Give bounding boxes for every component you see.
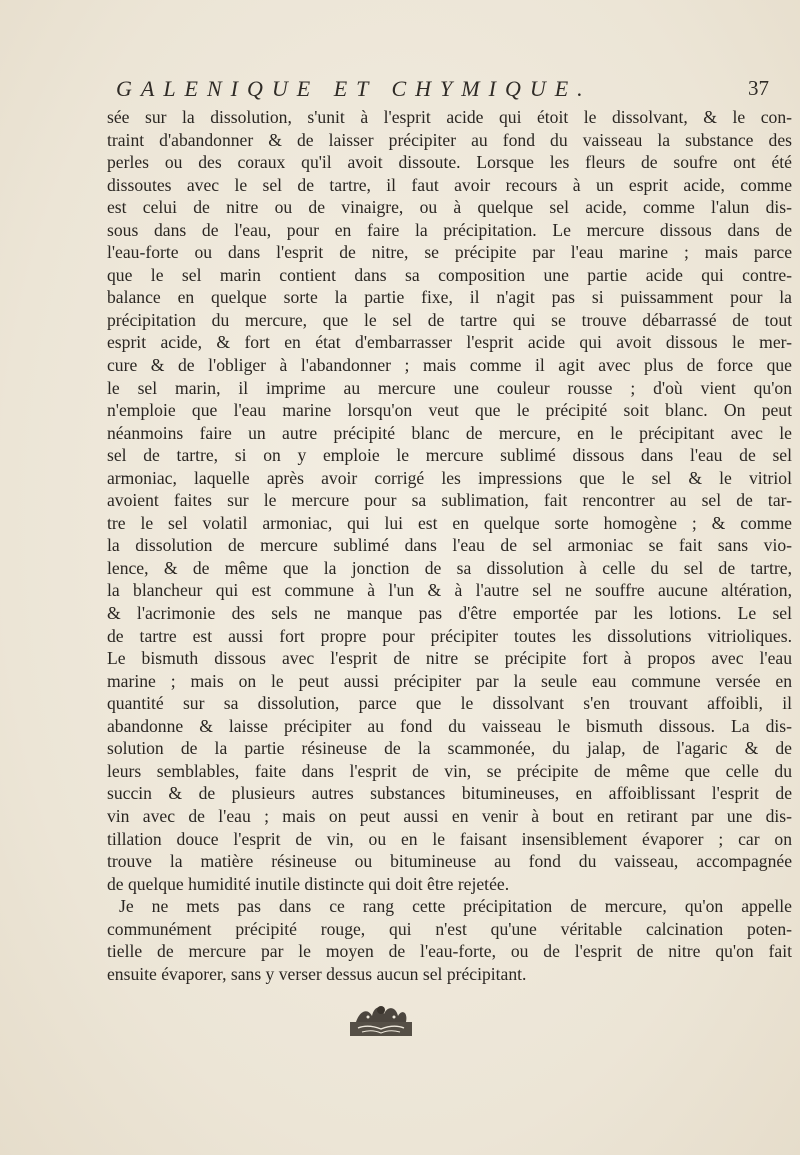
text-line: Je ne mets pas dans ce rang cette précipitation de mercure, qu'on appelle bbox=[119, 896, 792, 917]
text-line: n'emploie que l'eau marine lorsqu'on veut que le précipité soit blanc. On peut bbox=[107, 400, 792, 421]
text-line: avoient faites sur le mercure pour sa sublimation, fait rencontrer au sel de tar- bbox=[107, 490, 792, 511]
text-line: quantité sur sa dissolution, parce que le dissolvant s'en trouvant affoibli, il bbox=[107, 693, 792, 714]
text-line: Le bismuth dissous avec l'esprit de nitre se précipite fort à propos avec l'eau bbox=[107, 648, 792, 669]
page-number: 37 bbox=[748, 76, 769, 100]
text-line: balance en quelque sorte la partie fixe, il n'agit pas si puissamment pour la bbox=[107, 287, 792, 308]
text-line: & l'acrimonie des sels ne manque pas d'être emportée par les lotions. Le sel bbox=[107, 603, 792, 624]
floral-tailpiece-ornament-icon bbox=[348, 1002, 414, 1038]
text-line: la dissolution de mercure sublimé dans l'eau de sel armoniac se fait sans vio- bbox=[107, 535, 792, 556]
text-line: armoniac, laquelle après avoir corrigé les impressions que le sel & le vitriol bbox=[107, 467, 792, 488]
text-line: sous dans de l'eau, pour en faire la précipitation. Le mercure dissous dans de bbox=[107, 219, 792, 240]
text-line: trouve la matière résineuse ou bitumineuse au fond du vaisseau, accompagnée bbox=[107, 851, 792, 872]
text-line: succin & de plusieurs autres substances bitumineuses, en affoiblissant l'esprit de bbox=[107, 783, 792, 804]
text-line: de tartre est aussi fort propre pour précipiter toutes les dissolutions vitrioliques. bbox=[107, 625, 792, 646]
text-line: de quelque humidité inutile distincte qui doit être rejetée. bbox=[107, 873, 510, 894]
text-line: esprit acide, & fort en état d'embarrasser l'esprit acide qui avoit dissous le mer- bbox=[107, 332, 792, 353]
text-line: marine ; mais on le peut aussi précipiter par la seule eau commune versée en bbox=[107, 670, 792, 691]
text-line: leurs semblables, faite dans l'esprit de vin, se précipite de même que celle du bbox=[107, 760, 792, 781]
text-line: perles ou des coraux qu'il avoit dissoute. Lorsque les fleurs de soufre ont été bbox=[107, 152, 792, 173]
text-line: l'eau-forte ou dans l'esprit de nitre, se précipite par l'eau marine ; mais parce bbox=[107, 242, 792, 263]
text-line: communément précipité rouge, qui n'est qu'une véritable calcination poten- bbox=[107, 918, 792, 939]
text-line: traint d'abandonner & de laisser précipiter au fond du vaisseau la substance des bbox=[107, 129, 792, 150]
text-line: dissoutes avec le sel de tartre, il faut avoir recours à un esprit acide, comme bbox=[107, 174, 792, 195]
text-line: que le sel marin contient dans sa composition une partie acide qui contre- bbox=[107, 264, 792, 285]
text-line: tre le sel volatil armoniac, qui lui est en quelque sorte homogène ; & comme bbox=[107, 512, 792, 533]
text-line: précipitation du mercure, que le sel de tartre qui se trouve débarrassé de tout bbox=[107, 309, 792, 330]
text-line: sée sur la dissolution, s'unit à l'esprit acide qui étoit le dissolvant, & le con- bbox=[107, 107, 792, 127]
text-line: le sel marin, il imprime au mercure une couleur rousse ; d'où vient qu'on bbox=[107, 377, 792, 398]
text-line: abandonne & laisse précipiter au fond du vaisseau le bismuth dissous. La dis- bbox=[107, 715, 792, 736]
text-line: solution de la partie résineuse de la scammonée, du jalap, de l'agaric & de bbox=[107, 738, 792, 759]
text-line: cure & de l'obliger à l'abandonner ; mais comme il agit avec plus de force que bbox=[107, 355, 792, 376]
text-line: la blancheur qui est commune à l'un & à l'autre sel ne souffre aucune altération, bbox=[107, 580, 792, 601]
text-line: tielle de mercure par le moyen de l'eau-forte, ou de l'esprit de nitre qu'on fait bbox=[107, 941, 792, 962]
text-line: est celui de nitre ou de vinaigre, ou à quelque sel acide, comme l'alun dis- bbox=[107, 197, 792, 218]
text-line: néanmoins faire un autre précipité blanc de mercure, en le précipitant avec le bbox=[107, 422, 792, 443]
running-title: GALENIQUE ET CHYMIQUE. bbox=[116, 76, 592, 101]
body-text bbox=[107, 106, 792, 985]
text-line: ensuite évaporer, sans y verser dessus aucun sel précipitant. bbox=[107, 963, 527, 984]
text-line: sel de tartre, si on y emploie le mercure sublimé dissous dans l'eau de sel bbox=[107, 445, 792, 466]
text-line: tillation douce l'esprit de vin, ou en le faisant insensiblement évaporer ; car on bbox=[107, 828, 792, 849]
text-line: vin avec de l'eau ; mais on peut aussi en venir à bout en retirant par une dis- bbox=[107, 805, 792, 826]
text-line: lence, & de même que la jonction de sa dissolution à celle du sel de tartre, bbox=[107, 557, 792, 578]
